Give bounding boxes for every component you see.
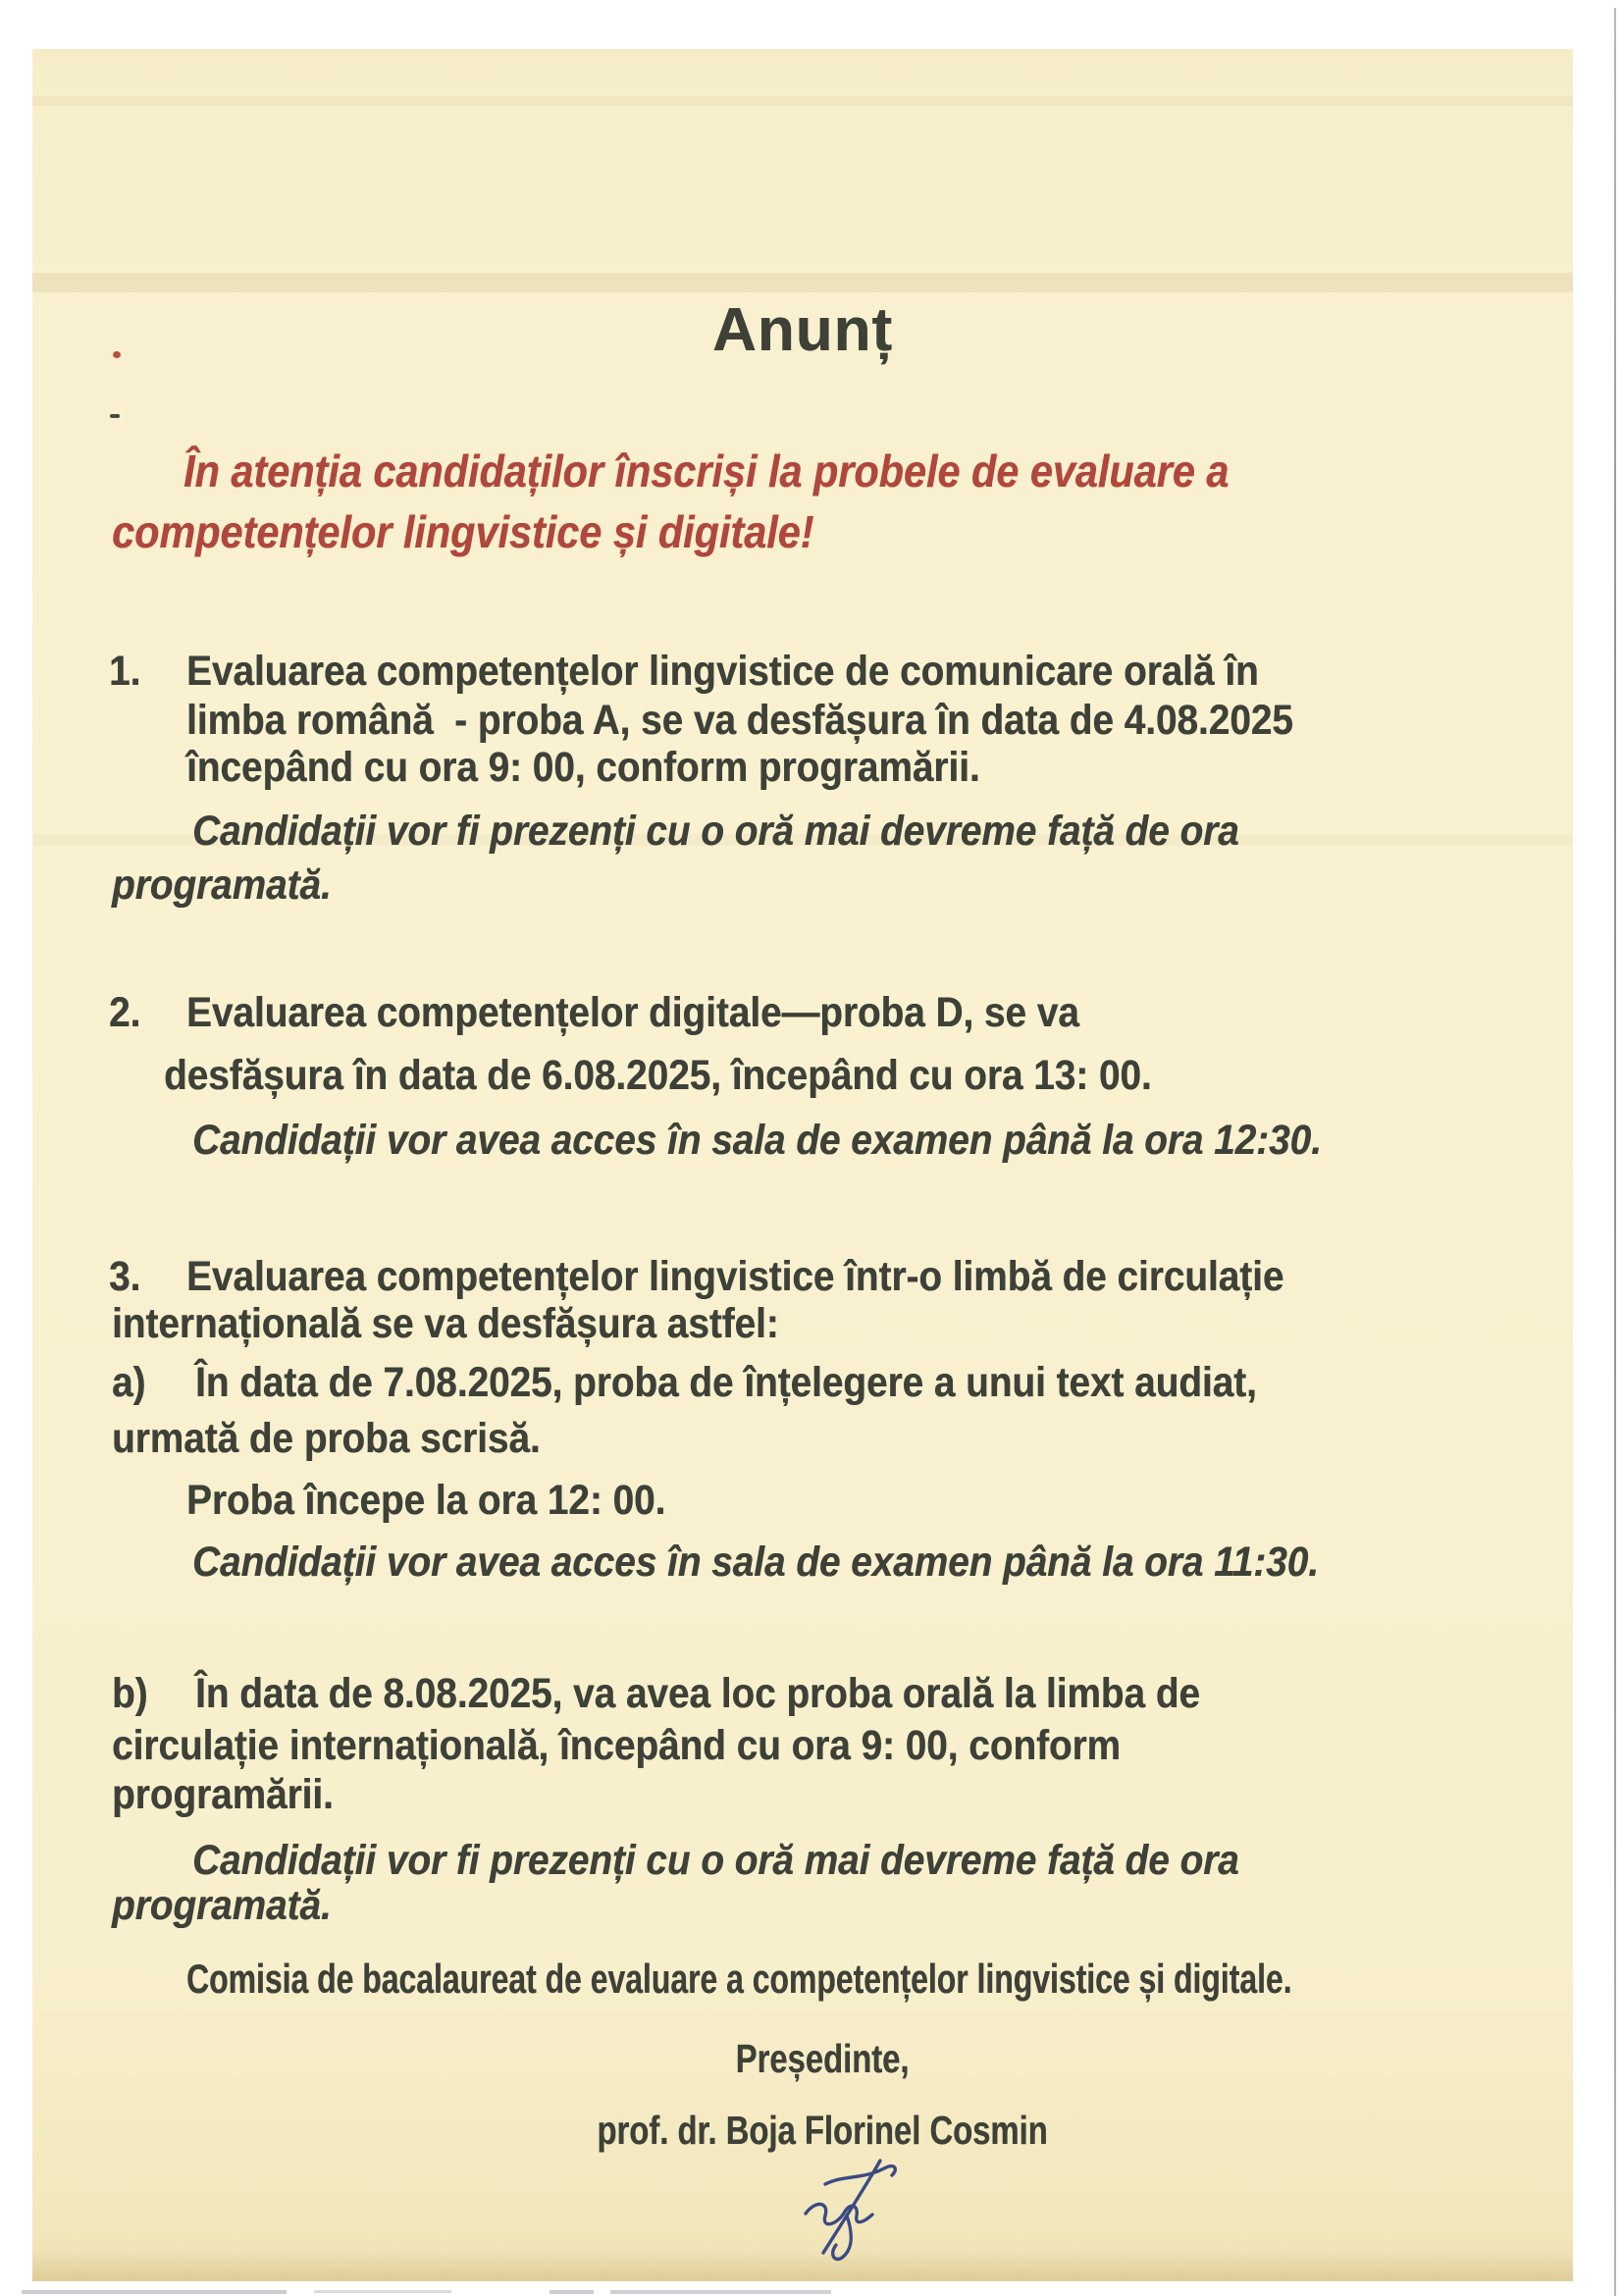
committee-line: Comisia de bacalaureat de evaluare a competențelor lingvistice și digitale. [186, 1956, 1292, 2002]
item3a-line-1: În data de 7.08.2025, proba de înțelegere a unui text audiat, [195, 1359, 1257, 1406]
item1-line-2: limba română - proba A, se va desfășura în data de 4.08.2025 [186, 697, 1293, 744]
scanner-edge-line [1614, 8, 1616, 2296]
item3-line-1: Evaluarea competențelor lingvistice într-o limbă de circulație [186, 1253, 1284, 1300]
item2-line-2: desfășura în data de 6.08.2025, începând cu ora 13: 00. [164, 1052, 1152, 1099]
item3b-line-1: În data de 8.08.2025, va avea loc proba orală la limba de [195, 1670, 1200, 1717]
item1-note-line-1: Candidații vor fi prezenți cu o oră mai devreme față de ora [192, 808, 1239, 855]
item1-line-3: începând cu ora 9: 00, conform programării. [186, 744, 980, 791]
item3b-line-3: programării. [112, 1771, 334, 1818]
scanner-bottom-mark-1 [22, 2290, 287, 2294]
item3b-marker: b) [112, 1670, 148, 1717]
role-line: Președinte, [735, 2036, 910, 2081]
notice-line-1: În atenția candidaților înscriși la probele de evaluare a [183, 445, 1230, 496]
item2-note-line-1: Candidații vor avea acces în sala de examen până la ora 12:30. [192, 1117, 1322, 1164]
page-title: Anunț [711, 296, 894, 364]
item3b-line-2: circulație internațională, începând cu ora 9: 00, conform [112, 1722, 1121, 1769]
scanned-paper [32, 49, 1573, 2281]
item3-number: 3. [109, 1253, 141, 1300]
item1-number: 1. [109, 648, 141, 695]
dark-speck [110, 414, 120, 418]
scan-streak-above-title [32, 273, 1573, 292]
scan-streak-top [32, 96, 1573, 106]
scanner-bottom-mark-2 [314, 2290, 451, 2293]
signatory-name: prof. dr. Boja Florinel Cosmin [597, 2108, 1048, 2153]
item2-line-1: Evaluarea competențelor digitale—proba D, se va [186, 989, 1079, 1036]
notice-line-2: competențelor lingvistice și digitale! [112, 506, 814, 557]
item3a-line-3: Proba începe la ora 12: 00. [186, 1477, 666, 1524]
item1-line-1: Evaluarea competențelor lingvistice de comunicare orală în [186, 648, 1259, 695]
item3a-marker: a) [112, 1359, 146, 1406]
handwritten-signature [741, 2155, 937, 2265]
item1-note-line-2: programată. [112, 861, 332, 909]
item2-number: 2. [109, 989, 141, 1036]
item3b-note-line-2: programată. [112, 1882, 332, 1929]
scanner-bottom-mark-3 [550, 2290, 594, 2294]
item3a-note-line-1: Candidații vor avea acces în sala de examen până la ora 11:30. [192, 1539, 1319, 1586]
scanner-bottom-mark-4 [610, 2290, 831, 2294]
item3-line-2: internațională se va desfășura astfel: [112, 1300, 779, 1347]
item3b-note-line-1: Candidații vor fi prezenți cu o oră mai devreme față de ora [192, 1837, 1239, 1884]
item3a-line-2: urmată de proba scrisă. [112, 1415, 541, 1462]
